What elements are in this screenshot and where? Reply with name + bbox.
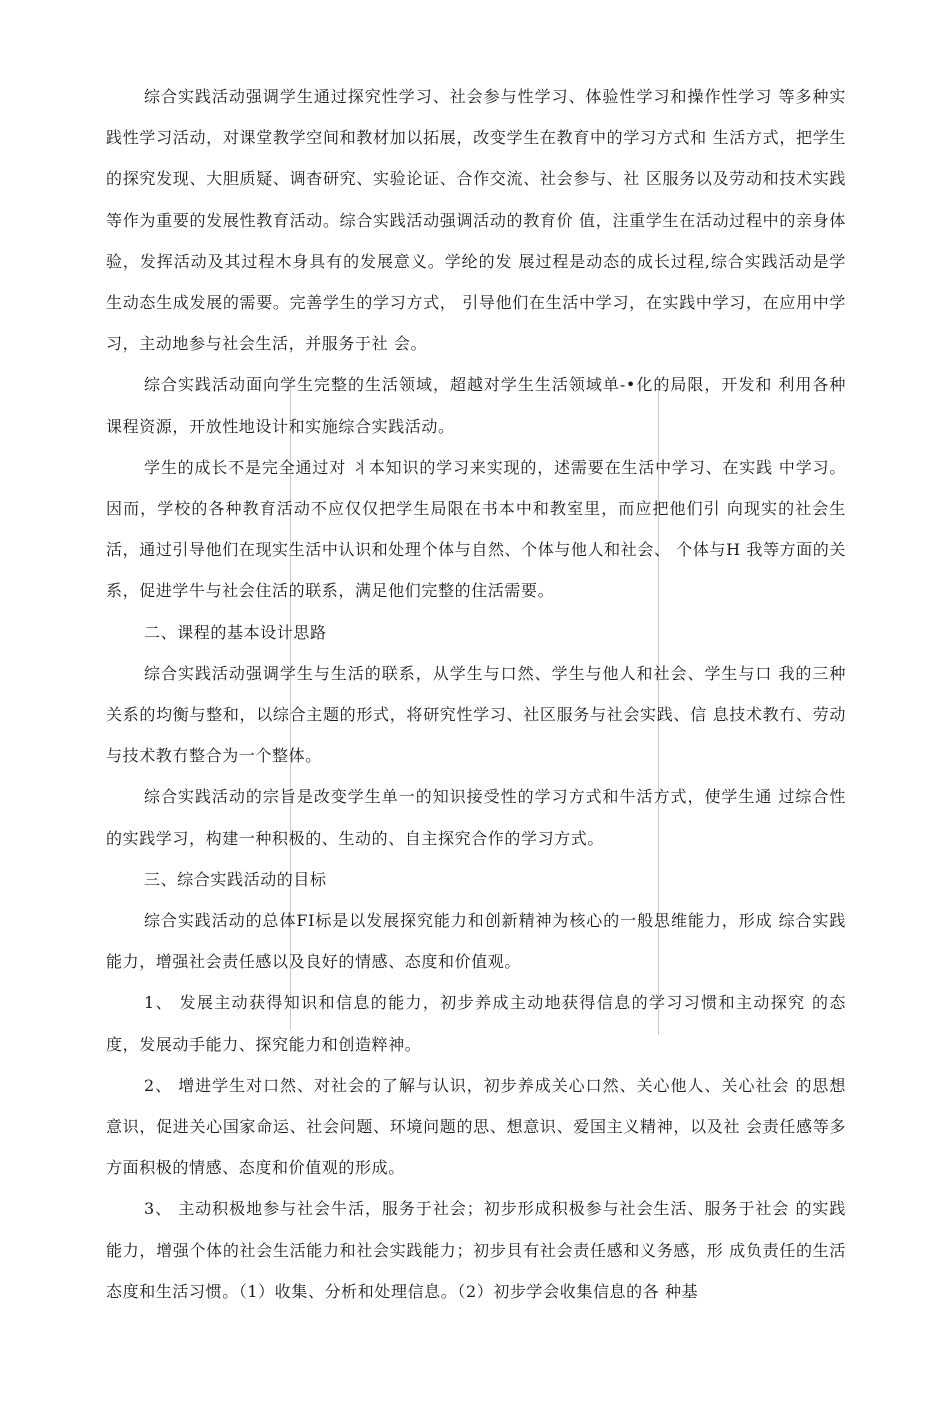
section-heading-goals: 三、综合实践活动的目标: [144, 869, 327, 889]
section-heading-design: 二、课程的基本设计思路: [144, 622, 327, 642]
paragraph-goal-1: 1、 发展主动获得知识和信息的能力，初步养成主动地获得信息的学习习惯和主动探究 的态度，发展动手能力、探究能力和创造粹神。: [106, 993, 846, 1054]
document-page: [106, 76, 846, 1312]
paragraph-goal-2: 2、 增进学生对口然、对社会的了解与认识，初步养成关心口然、关心他人、关心社会 的思想意识，促进关心国家命运、社会问题、环境问题的思、想意识、爱国主义精神，以及社 会责任感等多方面积极的情感、态度和价值观的形成。: [106, 1075, 846, 1178]
paragraph-overall-goal: 综合实践活动的总体FI标是以发展探究能力和创新精神为核心的一般思维能力，形成 综合实践能力，增强社会责任感以及良好的情感、态度和价值观。: [106, 911, 846, 972]
paragraph-student-growth: 学生的成长不是完全通过对 丬本知识的学习来实现的，述需要在生活中学习、在实践 中学习。因而，学校的各种教育活动不应仅仅把学生局限在书本中和教室里，而应把他们引 向现实的社会生活，通过引导他们在现实生活中认识和处理个体与自然、个体与他人和社会、 个体与H 我等方面的关系，促进学牛与社会住活的联系，满足他们完整的住活需要。: [106, 457, 846, 601]
paragraph-intro: 综合实践活动强调学生通过探究性学习、社会参与性学习、体验性学习和操作性学习 等多种实践性学习活动，对课堂教学空间和教材加以拓展，改变学生在教育中的学习方式和 生活方式，把学生的探究发现、大胆质疑、调杳研究、实验论证、合作交流、社会参与、社 区服务以及劳动和技术实践等作为重要的发展性教育活动。综合实践活动强调活动的教育价 值，注重学生在活动过程中的亲身体验，发挥活动及其过程木身具有的发展意义。学纶的发 展过程是动态的成长过程,综合实践活动是学生动态生成发展的需要。完善学生的学习方式， 引导他们在生活中学习，在实践中学习，在应用中学习，主动地参与社会生活，并服务于社 会。: [106, 87, 846, 354]
paragraph-goal-3: 3、 主动积极地参与社会牛活，服务于社会；初步形成积极参与社会生活、服务于社会 的实践能力，增强个体的社会生活能力和社会实践能力；初步貝有社会责任感和义务感，形 成负责任的生活态度和生活习惯。（1）收集、分析和处理信息。（2）初步学会收集信息的各 种基: [106, 1199, 846, 1301]
paragraph-life-domain: 综合实践活动面向学生完整的生活领域，超越对学生生活领域单-•化的局限，开发和 利用各种课程资源，开放性地设计和实施综合实践活动。: [106, 375, 846, 436]
paragraph-design-purpose: 综合实践活动的宗旨是改变学生单一的知识接受性的学习方式和牛活方式，使学生通 过综合性的实践学习，构建一种积极的、生动的、自主探究合作的学习方式。: [106, 787, 846, 848]
paragraph-design-relations: 综合实践活动强调学生与生活的联系，从学生与口然、学生与他人和社会、学生与口 我的三种关系的均衡与整和，以综合主题的形式，将研究性学习、社区服务与社会实践、信 息技术教冇、劳动与技术教冇整合为一个整体。: [106, 663, 846, 766]
